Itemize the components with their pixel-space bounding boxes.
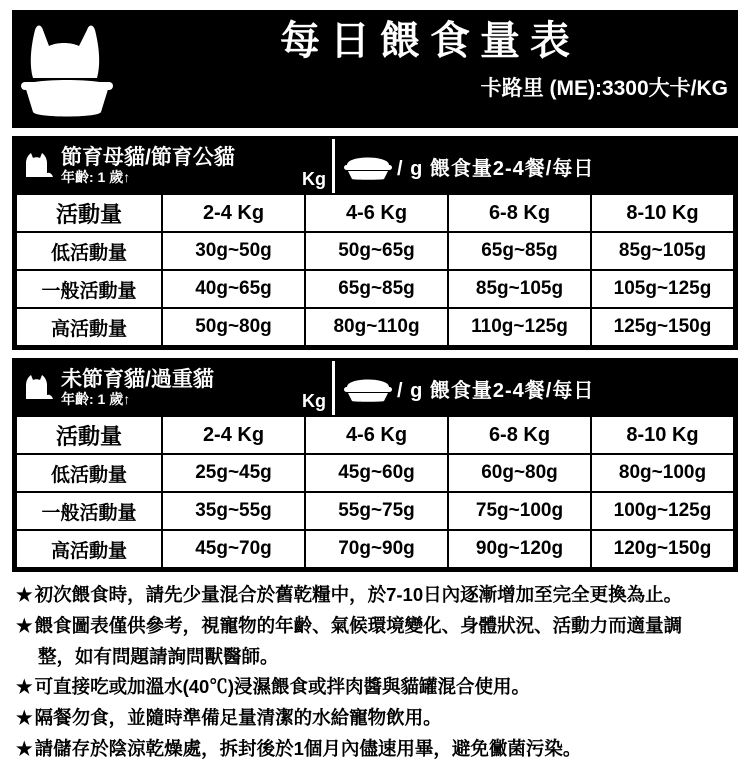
star-icon: ★ <box>16 707 33 729</box>
cell-value: 70g~90g <box>305 530 448 568</box>
row-label: 低活動量 <box>16 454 162 492</box>
note-item <box>16 613 734 640</box>
cat-bowl-icon <box>12 10 122 128</box>
row-label: 高活動量 <box>16 530 162 568</box>
cell-value: 75g~100g <box>448 492 591 530</box>
cell-value: 50g~80g <box>162 308 305 346</box>
table-row <box>16 492 734 530</box>
note-text: 初次餵食時，請先少量混合於舊乾糧中，於7-10日內逐漸增加至完全更換為止。 <box>34 584 683 605</box>
section-title: 未節育貓/過重貓 <box>61 368 214 392</box>
section-neutered <box>12 136 738 350</box>
food-bowl-icon <box>341 373 395 403</box>
cell-value: 60g~80g <box>448 454 591 492</box>
table-row <box>16 232 734 270</box>
note-text: 餵食圖表僅供參考，視寵物的年齡、氣候環境變化、身體狀況、活動力而適量調 <box>34 614 683 636</box>
section-right-label: / g 餵食量2-4餐/每日 <box>397 157 595 180</box>
cell-value: 45g~60g <box>305 454 448 492</box>
cell-value: 25g~45g <box>162 454 305 492</box>
feeding-table <box>15 193 735 347</box>
star-icon: ★ <box>16 676 33 698</box>
table-row <box>16 270 734 308</box>
section-header-right <box>335 139 735 193</box>
note-item <box>16 582 734 609</box>
section-header-left <box>15 361 335 415</box>
page-title: 每日餵食量表 <box>280 19 580 63</box>
header-text-block <box>122 10 738 128</box>
cell-value: 110g~125g <box>448 308 591 346</box>
cell-value: 80g~110g <box>305 308 448 346</box>
table-row <box>16 530 734 568</box>
table-row <box>16 454 734 492</box>
note-item <box>16 705 734 732</box>
cell-value: 85g~105g <box>591 232 734 270</box>
table-header-row <box>16 194 734 232</box>
section-header-titles <box>59 146 300 186</box>
section-header-titles <box>59 368 300 408</box>
cell-value: 45g~70g <box>162 530 305 568</box>
star-icon: ★ <box>16 614 33 636</box>
kg-label: Kg <box>302 391 326 411</box>
row-label: 低活動量 <box>16 232 162 270</box>
cell-value: 85g~105g <box>448 270 591 308</box>
col-header: 2-4 Kg <box>162 416 305 454</box>
calorie-info: 卡路里 (ME):3300大卡/KG <box>480 77 728 100</box>
cell-value: 55g~75g <box>305 492 448 530</box>
cell-value: 50g~65g <box>305 232 448 270</box>
row-label: 一般活動量 <box>16 270 162 308</box>
note-text: 可直接吃或加溫水(40℃)浸濕餵食或拌肉醬與貓罐混合使用。 <box>34 676 530 698</box>
cell-value: 90g~120g <box>448 530 591 568</box>
section-header-right <box>335 361 735 415</box>
col-header: 6-8 Kg <box>448 416 591 454</box>
row-label: 高活動量 <box>16 308 162 346</box>
note-text: 隔餐勿食，並隨時準備足量清潔的水給寵物飲用。 <box>34 707 442 729</box>
col-header: 4-6 Kg <box>305 416 448 454</box>
row-label: 一般活動量 <box>16 492 162 530</box>
col-header: 活動量 <box>16 194 162 232</box>
header <box>12 10 738 128</box>
feeding-table <box>15 415 735 569</box>
section-unneutered <box>12 358 738 572</box>
col-header: 8-10 Kg <box>591 194 734 232</box>
note-text-line2: 整，如有問題請詢問獸醫師。 <box>38 645 279 667</box>
section-subtitle: 年齡: 1 歲↑ <box>61 169 131 186</box>
cell-value: 120g~150g <box>591 530 734 568</box>
table-row <box>16 308 734 346</box>
note-item <box>16 736 734 763</box>
note-item <box>16 674 734 701</box>
cell-value: 30g~50g <box>162 232 305 270</box>
food-bowl-icon <box>341 151 395 181</box>
star-icon: ★ <box>16 584 33 605</box>
section-title: 節育母貓/節育公貓 <box>61 146 235 170</box>
cell-value: 65g~85g <box>448 232 591 270</box>
section-header <box>15 139 735 193</box>
cell-value: 40g~65g <box>162 270 305 308</box>
col-header: 2-4 Kg <box>162 194 305 232</box>
section-header-left <box>15 139 335 193</box>
cell-value: 65g~85g <box>305 270 448 308</box>
note-item-continuation <box>16 644 734 671</box>
col-header: 6-8 Kg <box>448 194 591 232</box>
section-header <box>15 361 735 415</box>
col-header: 活動量 <box>16 416 162 454</box>
cell-value: 35g~55g <box>162 492 305 530</box>
cell-value: 105g~125g <box>591 270 734 308</box>
col-header: 8-10 Kg <box>591 416 734 454</box>
note-text: 請儲存於陰涼乾燥處，拆封後於1個月內儘速用畢，避免黴菌污染。 <box>34 738 582 760</box>
cat-silhouette-icon <box>19 371 59 405</box>
star-icon: ★ <box>16 738 33 760</box>
kg-label: Kg <box>302 169 326 189</box>
cell-value: 80g~100g <box>591 454 734 492</box>
cell-value: 125g~150g <box>591 308 734 346</box>
col-header: 4-6 Kg <box>305 194 448 232</box>
cell-value: 100g~125g <box>591 492 734 530</box>
table-header-row <box>16 416 734 454</box>
cat-silhouette-icon <box>19 149 59 183</box>
notes-list <box>12 582 738 763</box>
section-subtitle: 年齡: 1 歲↑ <box>61 391 131 408</box>
section-right-label: / g 餵食量2-4餐/每日 <box>397 379 595 402</box>
